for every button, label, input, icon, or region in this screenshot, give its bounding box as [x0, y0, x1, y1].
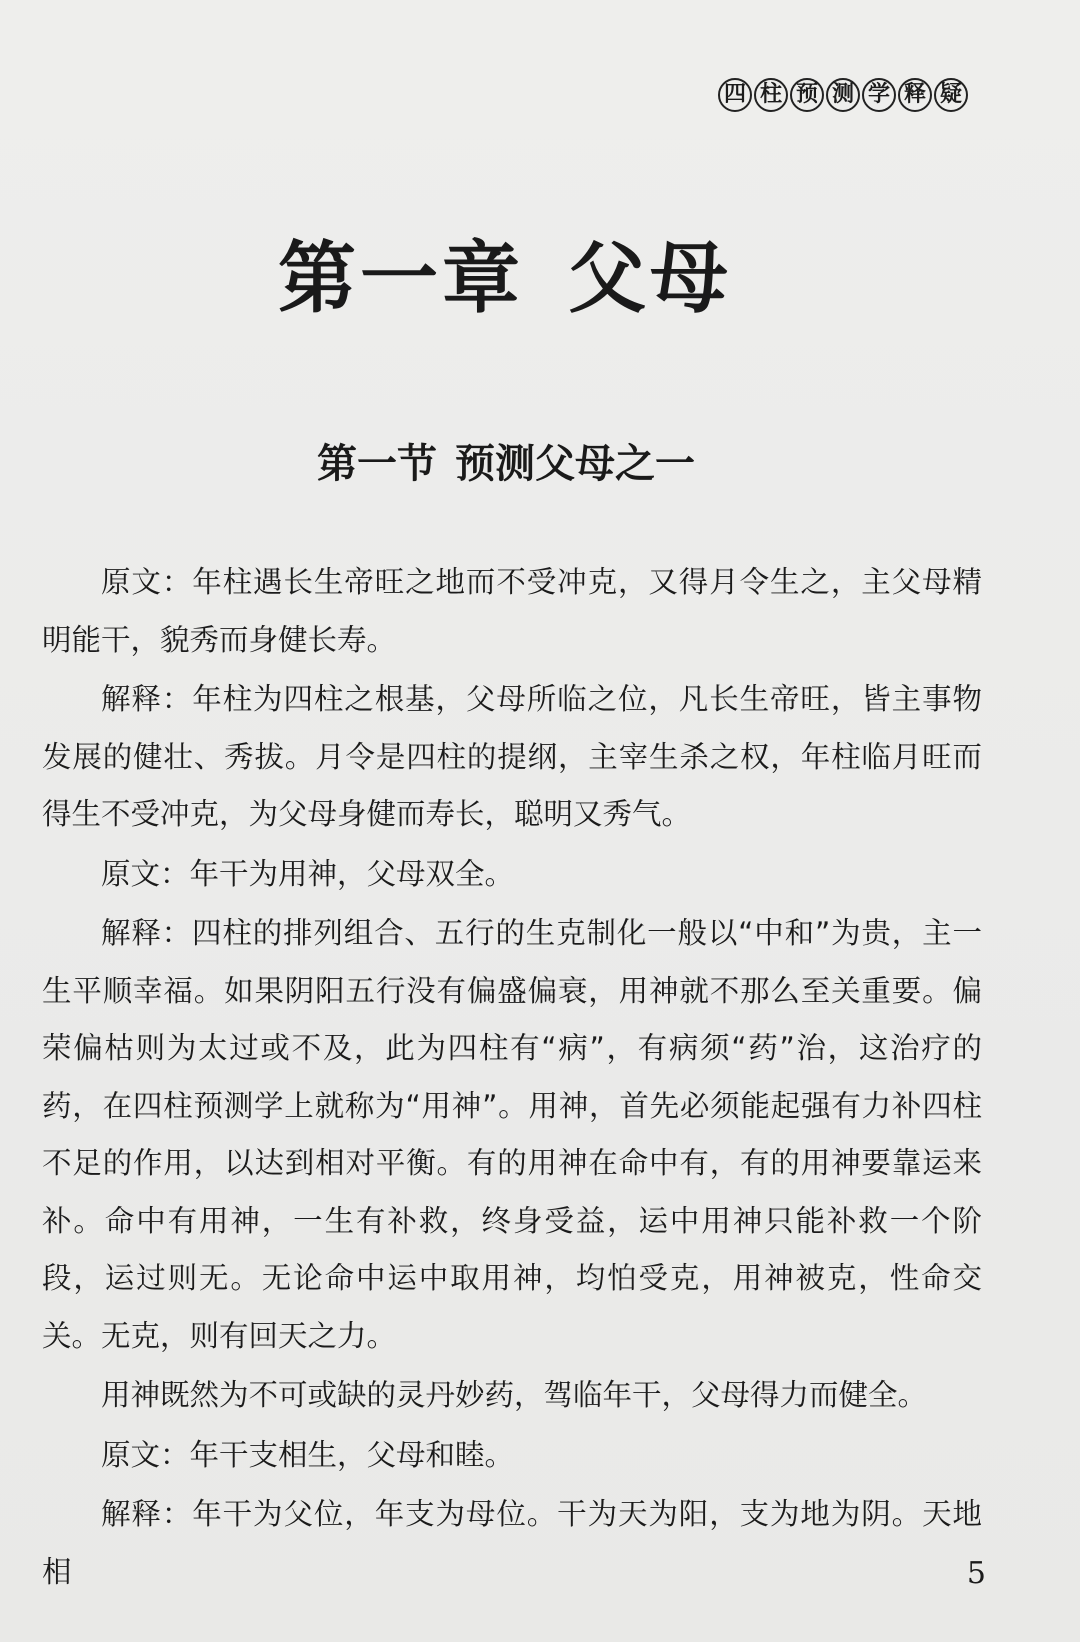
header-char: 疑 [934, 78, 968, 112]
body-text [42, 554, 982, 1603]
chapter-name: 父母 [568, 234, 733, 324]
paragraph: 原文：年柱遇长生帝旺之地而不受冲克，又得月令生之，主父母精明能干，貌秀而身健长寿。 [42, 565, 982, 657]
paragraph: 用神既然为不可或缺的灵丹妙药，驾临年干，父母得力而健全。 [101, 1378, 928, 1412]
section-number: 第一节 [317, 440, 437, 487]
paragraph: 解释：年柱为四柱之根基，父母所临之位，凡长生帝旺，皆主事物发展的健壮、秀拔。月令是四柱的提纲，主宰生杀之权，年柱临月旺而得生不受冲克，为父母身健而寿长，聪明又秀气。 [42, 682, 982, 831]
running-header [718, 78, 968, 112]
paragraph: 解释：年干为父位，年支为母位。干为天为阳，支为地为阴。天地相 [42, 1497, 982, 1589]
chapter-number: 第一章 [277, 234, 524, 324]
header-char: 柱 [754, 78, 788, 112]
header-char: 释 [898, 78, 932, 112]
section-name: 预测父母之一 [455, 440, 695, 487]
header-char: 测 [826, 78, 860, 112]
paragraph: 原文：年干为用神，父母双全。 [101, 856, 515, 891]
chapter-title [0, 216, 1010, 328]
paragraph: 解释：四柱的排列组合、五行的生克制化一般以“中和”为贵，主一生平顺幸福。如果阴阳五行没有偏盛偏衰，用神就不那么至关重要。偏荣偏枯则为太过或不及，此为四柱有“病”，有病须“药”治，这治疗的药，在四柱预测学上就称为“用神”。用神，首先必须能起强有力补四柱不足的作用，以达到相对平衡。有的用神在命中有，有的用神要靠运来补。命中有用神，一生有补救，终身受益，运中用神只能补救一个阶段，运过则无。无论命中运中取用神，均怕受克，用神被克，性命交关。无克，则有回天之力。 [42, 916, 982, 1353]
header-char: 学 [862, 78, 896, 112]
section-title [0, 432, 1012, 489]
header-char: 四 [718, 78, 752, 112]
paragraph: 原文：年干支相生，父母和睦。 [101, 1437, 515, 1472]
page-number: 5 [966, 1556, 986, 1591]
header-char: 预 [790, 78, 824, 112]
